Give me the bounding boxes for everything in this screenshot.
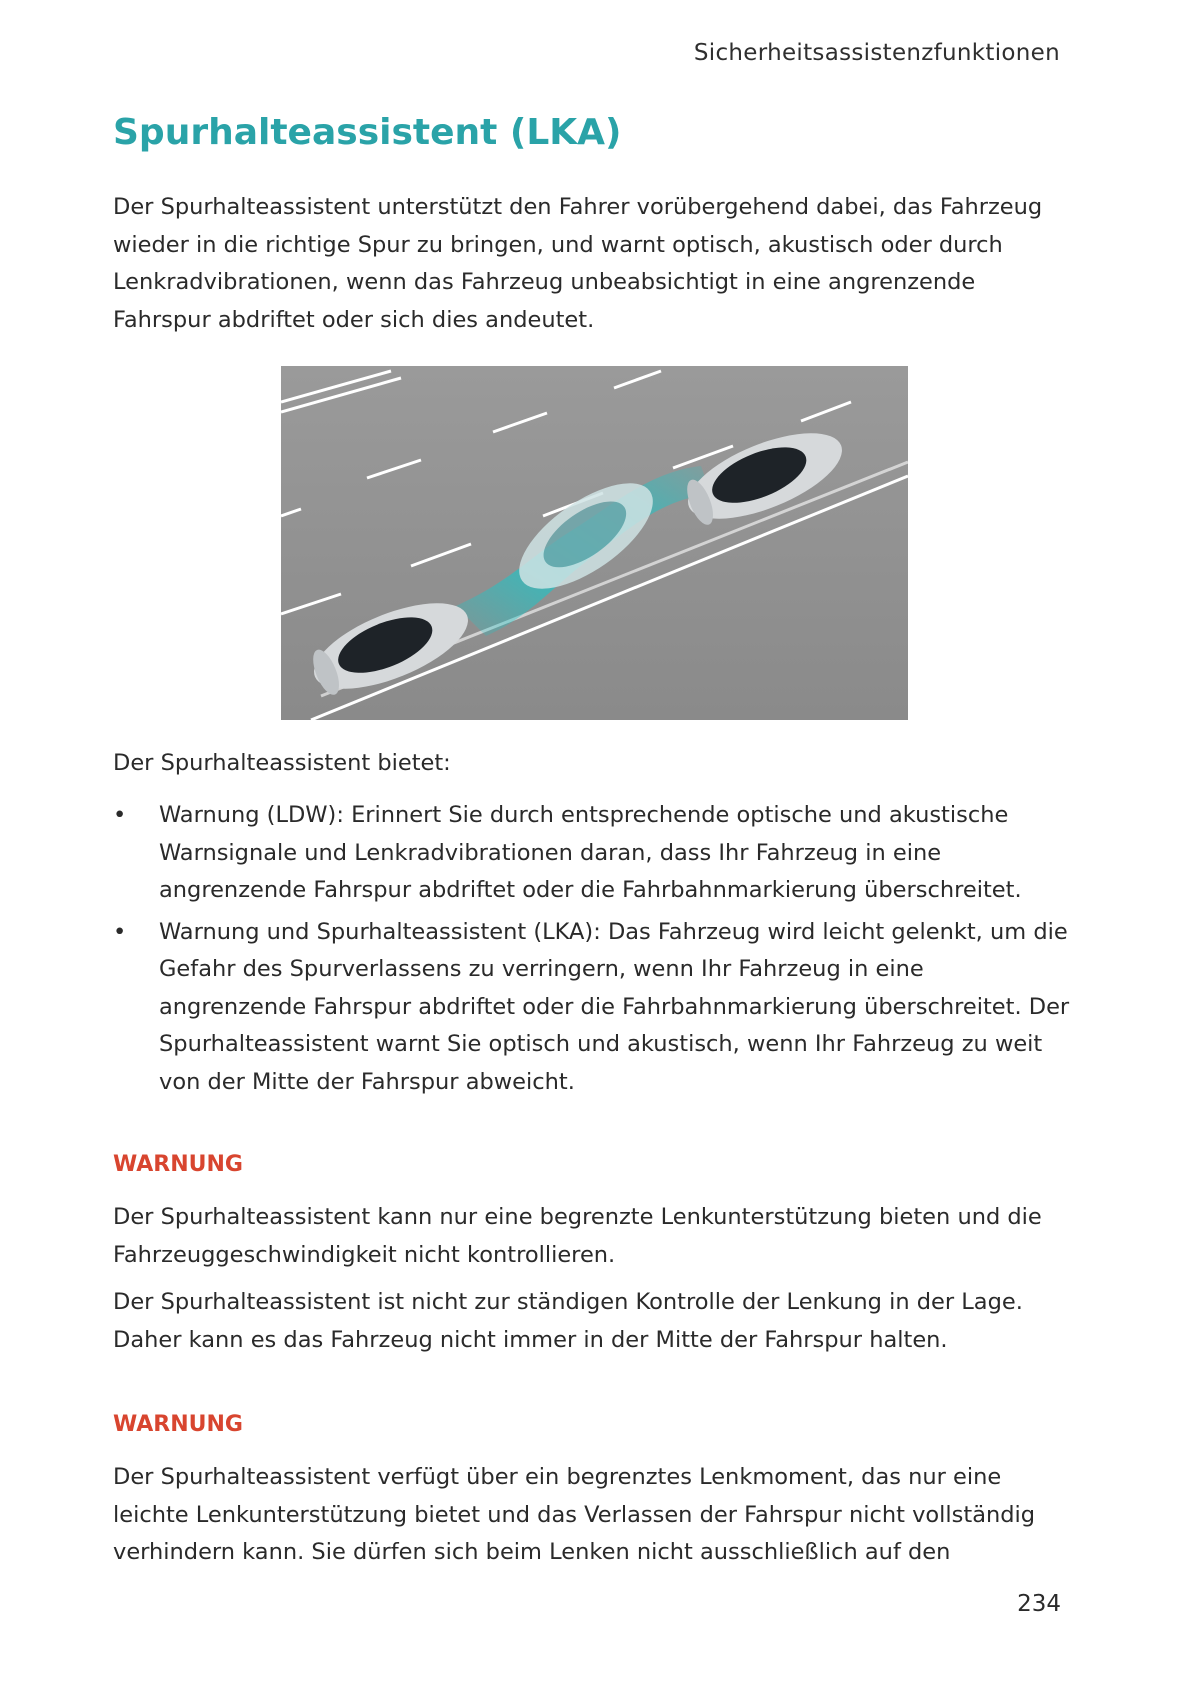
page-number: 234 xyxy=(1017,1591,1061,1617)
features-heading: Der Spurhalteassistent bietet: xyxy=(113,750,451,776)
list-item xyxy=(113,914,1073,1102)
section-header: Sicherheitsassistenzfunktionen xyxy=(693,40,1060,66)
intro-paragraph: Der Spurhalteassistent unterstützt den Fahrer vorübergehend dabei, das Fahrzeug wieder in die richtige Spur zu bringen, und warnt optisch, akustisch oder durch Lenkradvibrationen, wenn das Fahrzeug unbeabsichtigt in eine angrenzende Fahrspur abdriftet oder sich dies andeutet. xyxy=(113,194,1043,333)
warning-label: WARNUNG xyxy=(113,1152,243,1177)
list-item xyxy=(113,797,1073,910)
feature-list xyxy=(113,797,1073,1105)
warning-paragraph: Der Spurhalteassistent ist nicht zur ständigen Kontrolle der Lenkung in der Lage. Daher kann es das Fahrzeug nicht immer in der Mitte der Fahrspur halten. xyxy=(113,1289,1023,1353)
lka-illustration xyxy=(281,366,908,720)
warning-label: WARNUNG xyxy=(113,1412,243,1437)
bullet: • xyxy=(113,918,127,945)
warning-paragraph: Der Spurhalteassistent verfügt über ein begrenztes Lenkmoment, das nur eine leichte Lenkunterstützung bietet und das Verlassen der Fahrspur nicht vollständig verhindern kann. Sie dürfen sich beim Lenken nicht ausschließlich auf den xyxy=(113,1464,1036,1565)
bullet: • xyxy=(113,802,127,828)
feature-text: Warnung und Spurhalteassistent (LKA): Das Fahrzeug wird leicht gelenkt, um die Gefahr des Spurverlassens zu verringern, wenn Ihr Fahrzeug in eine angrenzende Fahrspur abdriftet oder die Fahrbahnmarkierung überschreitet. Der Spurhalteassistent warnt Sie optisch und akustisch, wenn Ihr Fahrzeug zu weit von der Mitte der Fahrspur abweicht. xyxy=(159,918,1070,1095)
warning-paragraph: Der Spurhalteassistent kann nur eine begrenzte Lenkunterstützung bieten und die Fahrzeuggeschwindigkeit nicht kontrollieren. xyxy=(113,1204,1042,1268)
feature-text: Warnung (LDW): Erinnert Sie durch entsprechende optische und akustische Warnsignale und Lenkradvibrationen daran, dass Ihr Fahrzeug in eine angrenzende Fahrspur abdriftet oder die Fahrbahnmarkierung überschreitet. xyxy=(159,802,1022,903)
page-title: Spurhalteassistent (LKA) xyxy=(113,112,622,153)
